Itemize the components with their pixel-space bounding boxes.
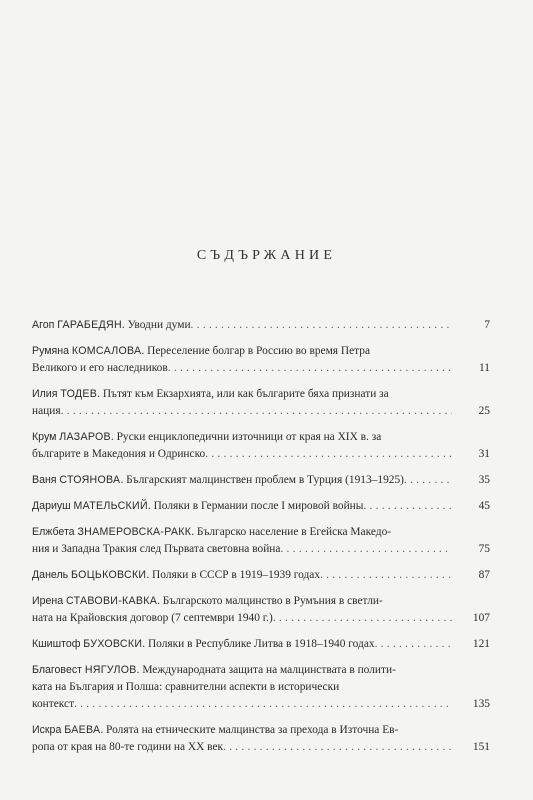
entry-title-text: ропа от края на 80-те години на XX век: [32, 741, 224, 753]
author-last-name: БОЦЬКОВСКИ: [71, 569, 147, 581]
page-number: 7: [484, 319, 490, 331]
page-number: 25: [478, 405, 490, 417]
toc-entry-line: [32, 446, 452, 463]
toc-entry: [32, 472, 490, 489]
author-first-name: Дариуш: [32, 500, 71, 512]
toc-entry-line: [32, 679, 462, 696]
entry-title-text: Уводни думи: [127, 319, 191, 331]
toc-entry-line: Данель БОЦЬКОВСКИ. Поляки в СССР в 1919–1939 годах . . .: [32, 567, 452, 584]
toc-entry-line: Благовест НЯГУЛОВ. Международната защита на малцинствата в полити-: [32, 664, 396, 676]
author-last-name: БУХОВСКИ: [83, 638, 143, 650]
page-number: 31: [478, 448, 490, 460]
toc-entry-line: [32, 403, 452, 420]
author-first-name: Ирена: [32, 595, 64, 607]
toc-entry: [32, 524, 490, 558]
toc-entry: [32, 636, 490, 653]
entry-title-text: ния и Западна Тракия след Първата световна война: [32, 543, 281, 555]
author-last-name: МАТЕЛЬСКИЙ: [73, 500, 148, 512]
entry-title-text: българите в Македония и Одринско: [32, 448, 206, 460]
toc-entry-line: Дариуш МАТЕЛЬСКИЙ. Поляки в Германии после I мировой войны . . .: [32, 498, 452, 515]
toc-entry: [32, 498, 490, 515]
entry-title-text: Българското малцинство в Румъния в светли-: [162, 595, 383, 607]
entry-title-text: Международната защита на малцинствата в полити-: [142, 664, 396, 676]
entry-title-text: нация: [32, 405, 61, 417]
author-last-name: БАЕВА: [64, 724, 101, 736]
author-first-name: Данель: [32, 569, 69, 581]
author-last-name: ЗНАМЕРОВСКА-РАКК: [77, 526, 192, 538]
author-first-name: Румяна: [32, 345, 70, 357]
entry-title-text: ната на Крайовския договор (7 септември 1940 г.): [32, 612, 273, 624]
author-first-name: Илия: [32, 388, 58, 400]
page-number: 151: [472, 741, 490, 753]
toc-entry-line: Илия ТОДЕВ. Пътят към Екзархията, или как българите бяха признати за: [32, 388, 389, 400]
toc-entry-line: [32, 739, 452, 756]
toc-entry: [32, 343, 490, 377]
page-number: 107: [472, 612, 490, 624]
toc-entry-line: Елжбета ЗНАМЕРОВСКА-РАКК. Българско население в Егейска Македо-: [32, 526, 392, 538]
entry-title-text: Великого и его наследников: [32, 362, 168, 374]
entry-title-text: Переселение болгар в Россию во время Петра: [147, 345, 371, 357]
toc-entry-line: [32, 360, 452, 377]
toc-entry-line: Румяна КОМСАЛОВА. Переселение болгар в Россию во время Петра: [32, 345, 371, 357]
toc-entry: [32, 386, 490, 420]
author-first-name: Агоп: [32, 319, 55, 331]
page-title: СЪДЪРЖАНИЕ: [196, 248, 337, 263]
toc-entry: [32, 567, 490, 584]
table-of-contents: [32, 317, 490, 765]
toc-entry-line: Крум ЛАЗАРОВ. Руски енциклопедични източници от края на XIX в. за: [32, 431, 382, 443]
toc-entry-line: [32, 696, 452, 713]
toc-entry: [32, 429, 490, 463]
toc-entry-line: [32, 610, 452, 627]
page-number: 11: [479, 362, 490, 374]
author-last-name: НЯГУЛОВ: [84, 664, 137, 676]
author-first-name: Крум: [32, 431, 57, 443]
entry-title-text: Руски енциклопедични източници от края на XIX в. за: [116, 431, 382, 443]
entry-title-text: Ролята на етническите малцинства за прехода в Източна Ев-: [106, 724, 399, 736]
author-last-name: ЛАЗАРОВ: [59, 431, 111, 443]
toc-entry-line: [32, 541, 452, 558]
page-number: 87: [478, 569, 490, 581]
toc-entry: [32, 722, 490, 756]
toc-entry-line: Искра БАЕВА. Ролята на етническите малцинства за прехода в Източна Ев-: [32, 724, 399, 736]
toc-entry: [32, 593, 490, 627]
toc-entry-line: Кшиштоф БУХОВСКИ. Поляки в Республике Литва в 1918–1940 годах . . .: [32, 636, 452, 653]
author-first-name: Ваня: [32, 474, 57, 486]
entry-title-text: контекст: [32, 698, 75, 710]
toc-entry-line: Ирена СТАВОВИ-КАВКА. Българското малцинство в Румъния в светли-: [32, 595, 383, 607]
author-last-name: СТАВОВИ-КАВКА: [66, 595, 158, 607]
author-first-name: Елжбета: [32, 526, 75, 538]
entry-title-text: Поляки в СССР в 1919–1939 годах: [152, 569, 321, 581]
toc-entry: [32, 662, 490, 713]
page-number: 35: [478, 474, 490, 486]
author-last-name: СТОЯНОВА: [59, 474, 121, 486]
page-number: 135: [472, 698, 490, 710]
entry-title-text: Българският малцинствен проблем в Турция (1913–1925): [126, 474, 404, 486]
author-last-name: КОМСАЛОВА: [71, 345, 142, 357]
author-last-name: ТОДЕВ: [60, 388, 98, 400]
toc-entry-line: Агоп ГАРАБЕДЯН. Уводни думи . . .: [32, 317, 452, 334]
page-number: 75: [478, 543, 490, 555]
page-number: 45: [478, 500, 490, 512]
toc-entry-line: Ваня СТОЯНОВА. Българският малцинствен проблем в Турция (1913–1925) . . .: [32, 472, 452, 489]
author-first-name: Кшиштоф: [32, 638, 81, 650]
entry-title-text: Поляки в Германии после I мировой войны: [153, 500, 364, 512]
author-first-name: Искра: [32, 724, 62, 736]
entry-title-text: ката на България и Полша: сравнителни аспекти в исторически: [32, 681, 340, 693]
author-last-name: ГАРАБЕДЯН: [57, 319, 122, 331]
entry-title-text: Българско население в Егейска Македо-: [196, 526, 392, 538]
entry-title-text: Поляки в Республике Литва в 1918–1940 годах: [147, 638, 375, 650]
author-first-name: Благовест: [32, 664, 82, 676]
page-number: 121: [472, 638, 490, 650]
toc-entry: [32, 317, 490, 334]
entry-title-text: Пътят към Екзархията, или как българите бяха признати за: [102, 388, 389, 400]
